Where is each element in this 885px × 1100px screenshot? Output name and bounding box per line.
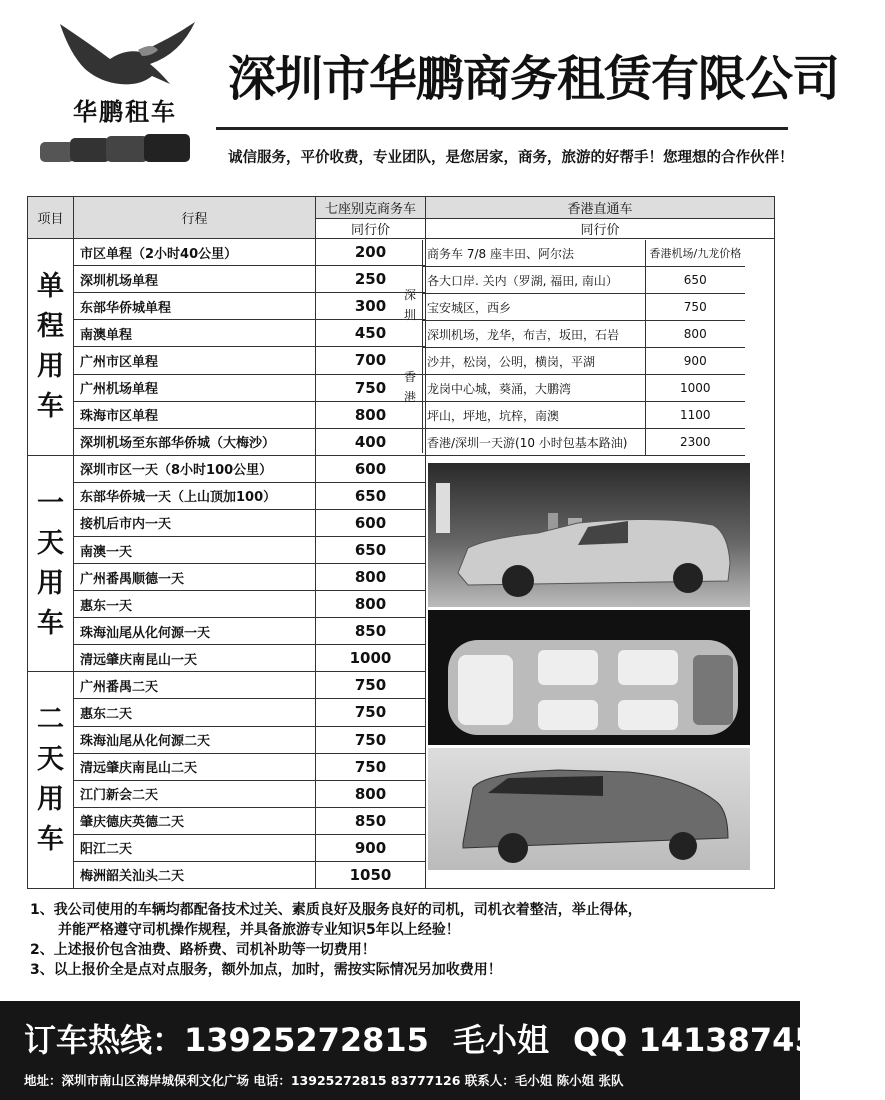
price-cell: 800 [316, 780, 426, 807]
qq-number[interactable]: QQ 1413874510 [572, 1021, 862, 1059]
hk-price-cell: 750 [645, 294, 745, 321]
price-cell: 800 [316, 401, 426, 428]
price-cell: 600 [316, 455, 426, 482]
hk-row [423, 267, 745, 294]
hk-row [423, 321, 745, 348]
price-cell: 750 [316, 726, 426, 753]
hotline-number[interactable]: 订车热线：13925272815 [24, 1021, 429, 1059]
hk-price-cell: 1100 [645, 402, 745, 429]
region-hk-2: 港 [403, 390, 416, 404]
category-char: 用 [37, 784, 64, 816]
category-char: 车 [37, 390, 64, 422]
route-cell: 接机后市内一天 [74, 509, 316, 536]
route-cell: 惠东二天 [74, 699, 316, 726]
price-cell: 700 [316, 347, 426, 374]
price-cell: 400 [316, 428, 426, 455]
route-cell: 深圳机场单程 [74, 266, 316, 293]
route-cell: 深圳机场至东部华侨城（大梅沙） [74, 428, 316, 455]
hk-header-route: 商务车 7/8 座丰田、阿尔法 [423, 240, 645, 267]
route-cell: 惠东一天 [74, 591, 316, 618]
col-hk-subheader: 同行价 [426, 219, 775, 239]
price-cell: 450 [316, 320, 426, 347]
logo-text: 华鹏租车 [73, 97, 177, 126]
hk-route-cell: 香港/深圳一天游(10 小时包基本路油) [423, 429, 645, 456]
route-cell: 南澳一天 [74, 536, 316, 563]
eagle-logo-icon [40, 14, 200, 94]
price-cell: 1000 [316, 645, 426, 672]
category-label [28, 239, 74, 456]
route-cell: 梅洲韶关汕头二天 [74, 861, 316, 888]
hk-row [423, 294, 745, 321]
category-char: 天 [37, 527, 64, 559]
hk-table [423, 240, 745, 456]
van-side-photo [428, 748, 750, 870]
route-cell: 珠海汕尾从化何源二天 [74, 726, 316, 753]
route-cell: 东部华侨城一天（上山顶加100） [74, 482, 316, 509]
category-char: 车 [37, 607, 64, 639]
price-cell: 1050 [316, 861, 426, 888]
route-cell: 珠海汕尾从化何源一天 [74, 618, 316, 645]
price-cell: 900 [316, 834, 426, 861]
price-cell: 800 [316, 564, 426, 591]
route-cell: 清远肇庆南昆山二天 [74, 753, 316, 780]
region-sz-2: 圳 [403, 308, 416, 322]
price-cell: 650 [316, 536, 426, 563]
hk-region-labels [397, 240, 422, 453]
price-cell: 750 [316, 753, 426, 780]
region-sz-1: 深 [403, 288, 416, 302]
region-hk-1: 香 [403, 370, 416, 384]
route-cell: 广州市区单程 [74, 347, 316, 374]
route-cell: 市区单程（2小时40公里） [74, 239, 316, 266]
col-buick-header: 七座别克商务车 [316, 197, 426, 219]
contact-name: 毛小姐 [452, 1021, 549, 1059]
note-2: 2、上述报价包含油费、路桥费、司机补助等一切费用！ [30, 942, 376, 958]
category-label [28, 455, 74, 672]
col-hk-header: 香港直通车 [426, 197, 775, 219]
company-name: 深圳市华鹏商务租赁有限公司 [228, 51, 840, 107]
hk-row [423, 429, 745, 456]
notes [30, 900, 780, 980]
hk-route-cell: 各大口岸. 关内（罗湖, 福田, 南山） [423, 267, 645, 294]
price-cell: 650 [316, 482, 426, 509]
hk-route-cell: 沙井，松岗，公明，横岗，平湖 [423, 348, 645, 375]
route-cell: 东部华侨城单程 [74, 293, 316, 320]
category-char: 用 [37, 350, 64, 382]
note-1: 1、我公司使用的车辆均都配备技术过关、素质良好及服务良好的司机，司机衣着整洁，举止得体， [30, 902, 642, 918]
price-cell: 850 [316, 807, 426, 834]
hk-route-cell: 龙岗中心城，葵涌，大鹏湾 [423, 375, 645, 402]
category-char: 程 [37, 310, 64, 342]
category-char: 二 [37, 704, 64, 736]
note-1-cont: 并能严格遵守司机操作规程，并具备旅游专业知识5年以上经验！ [30, 922, 460, 938]
col-project-header: 项目 [28, 197, 74, 239]
hk-price-cell: 900 [645, 348, 745, 375]
price-cell: 750 [316, 374, 426, 401]
category-label [28, 672, 74, 889]
hk-row [423, 375, 745, 402]
hk-route-cell: 深圳机场，龙华，布吉，坂田，石岩 [423, 321, 645, 348]
hk-route-cell: 坪山，坪地，坑梓，南澳 [423, 402, 645, 429]
category-char: 单 [37, 270, 64, 302]
route-cell: 南澳单程 [74, 320, 316, 347]
hk-header-price: 香港机场/九龙价格 [645, 240, 745, 267]
price-cell: 750 [316, 699, 426, 726]
hk-price-cell: 800 [645, 321, 745, 348]
route-cell: 肇庆德庆英德二天 [74, 807, 316, 834]
route-cell: 珠海市区单程 [74, 401, 316, 428]
route-cell: 广州番禺二天 [74, 672, 316, 699]
route-cell: 清远肇庆南昆山一天 [74, 645, 316, 672]
col-buick-subheader: 同行价 [316, 219, 426, 239]
hotline [24, 1015, 885, 1061]
price-cell: 750 [316, 672, 426, 699]
hk-row [423, 402, 745, 429]
note-3: 3、以上报价全是点对点服务，额外加点，加时，需按实际情况另加收费用！ [30, 962, 502, 978]
hk-row [423, 348, 745, 375]
route-cell: 江门新会二天 [74, 780, 316, 807]
col-route-header: 行程 [74, 197, 316, 239]
hk-price-cell: 650 [645, 267, 745, 294]
price-cell: 850 [316, 618, 426, 645]
price-cell: 200 [316, 239, 426, 266]
route-cell: 阳江二天 [74, 834, 316, 861]
price-cell: 300 [316, 293, 426, 320]
price-cell: 800 [316, 591, 426, 618]
hk-price-cell: 1000 [645, 375, 745, 402]
logo-cars-icon [40, 130, 190, 166]
category-char: 车 [37, 824, 64, 856]
address-line: 地址：深圳市南山区海岸城保利文化广场 电话：13925272815 83777126 联系人：毛小姐 陈小姐 张队 [24, 1073, 624, 1088]
hk-price-section [397, 240, 773, 460]
route-cell: 广州番禺顺德一天 [74, 564, 316, 591]
header-divider [216, 127, 788, 130]
category-char: 一 [37, 487, 64, 519]
hk-price-cell: 2300 [645, 429, 745, 456]
hk-header-row [423, 240, 745, 267]
footer [0, 1001, 862, 1100]
van-exterior-photo [428, 463, 750, 607]
price-cell: 250 [316, 266, 426, 293]
route-cell: 深圳市区一天（8小时100公里） [74, 455, 316, 482]
hk-route-cell: 宝安城区，西乡 [423, 294, 645, 321]
category-char: 用 [37, 567, 64, 599]
van-interior-photo [428, 610, 750, 745]
category-char: 天 [37, 744, 64, 776]
slogan: 诚信服务，平价收费，专业团队，是您居家，商务，旅游的好帮手！您理想的合作伙伴！ [228, 150, 794, 166]
price-cell: 600 [316, 509, 426, 536]
route-cell: 广州机场单程 [74, 374, 316, 401]
